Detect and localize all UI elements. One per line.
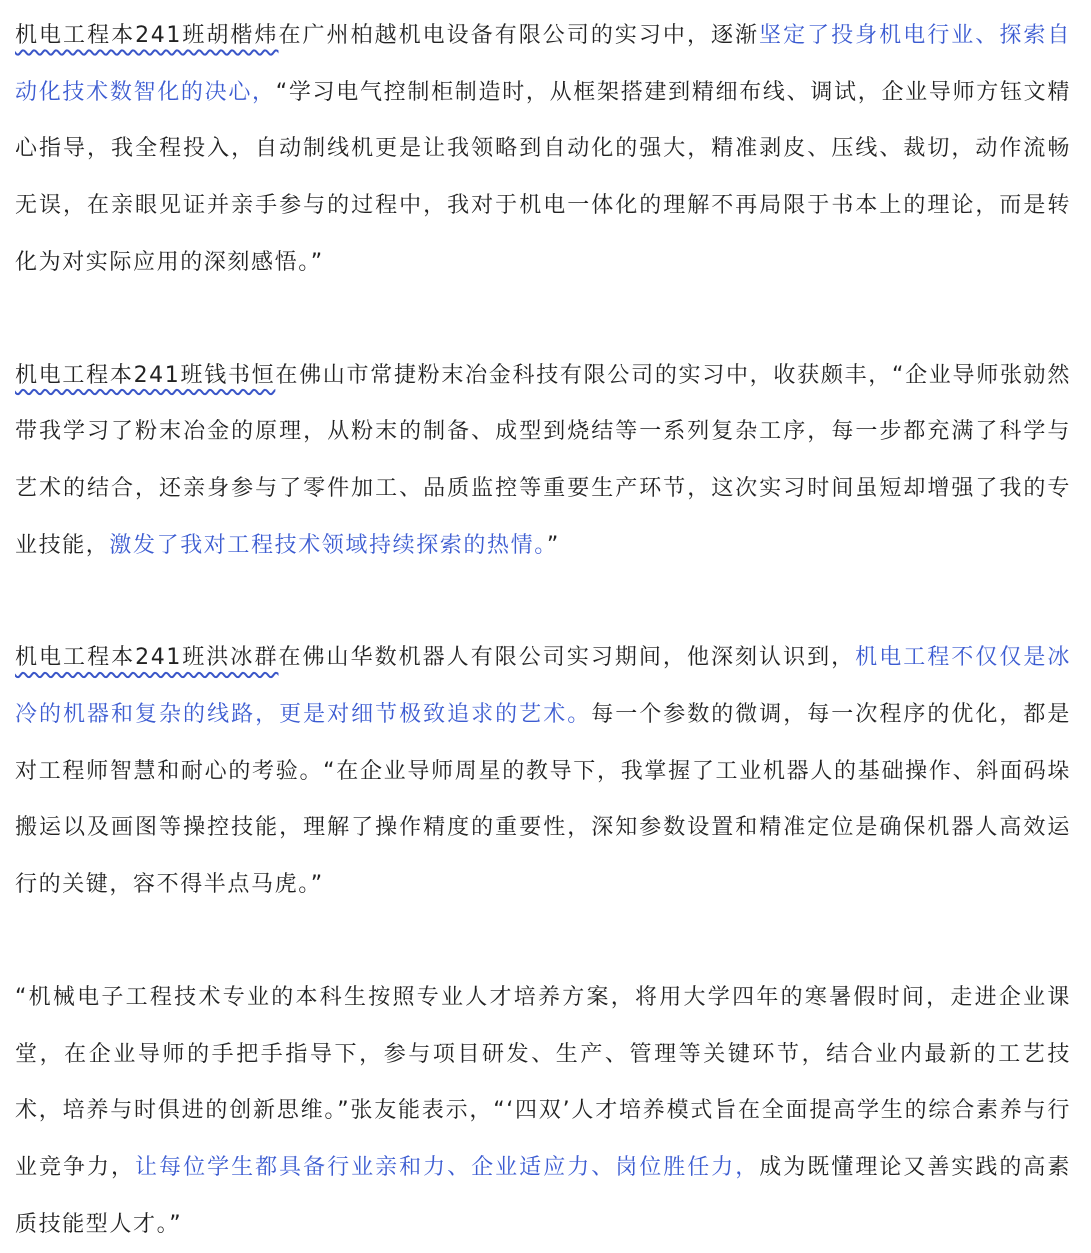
student-name-qian-shuheng: 机电工程本241班钱书恒 xyxy=(15,362,276,388)
student-name-hong-bingqun: 机电工程本241班洪冰群 xyxy=(15,645,279,671)
paragraph-text: 每一个参数的微调，每一次程序的优化，都是对工程师智慧和耐心的考验。“在企业导师周星的教导下，我掌握了工业机器人的基础操作、斜面码垛搬运以及画图等操控技能，理解了操作精度的重要性，深知参数设置和精准定位是确保机器人高效运行的关键，容不得半点马虎。” xyxy=(15,702,1071,898)
paragraph-text: “学习电气控制柜制造时，从框架搭建到精细布线、调试，企业导师方钰文精心指导，我全程投入，自动制线机更是让我领略到自动化的强大，精准剥皮、压线、裁切，动作流畅无误，在亲眼见证并亲手参与的过程中，我对于机电一体化的理解不再局限于书本上的理论，而是转化为对实际应用的深刻感悟。” xyxy=(15,79,1071,275)
student-name-hu-kaiwei: 机电工程本241班胡楷炜 xyxy=(15,23,279,48)
paragraph-text: ” xyxy=(546,532,560,558)
highlight-text: 让每位学生都具备行业亲和力、企业适应力、岗位胜任力， xyxy=(135,1154,760,1180)
paragraph-text: 在佛山华数机器人有限公司实习期间，他深刻认识到， xyxy=(278,645,856,671)
paragraph-program-summary xyxy=(15,970,1071,1253)
paragraph-text: 在佛山市常捷粉末冶金科技有限公司的实习中，收获颇丰，“企业导师张勍然带我学习了粉末冶金的原理，从粉末的制备、成型到烧结等一系列复杂工序，每一步都充满了科学与艺术的结合，还亲身参与了零件加工、品质监控等重要生产环节，这次实习时间虽短却增强了我的专业技能， xyxy=(15,362,1071,558)
paragraph-hong-bingqun xyxy=(15,630,1071,914)
highlight-text: 机电工程不仅仅是冰冷的机器和复杂的线路，更是对细节极致追求的艺术。 xyxy=(15,645,1071,728)
highlight-text: 激发了我对工程技术领域持续探索的热情。 xyxy=(109,532,547,558)
paragraph-qian-shuheng xyxy=(15,348,1071,575)
highlight-text: 坚定了投身机电行业、探索自动化技术数智化的决心， xyxy=(15,23,1071,105)
article-body xyxy=(15,8,1071,1253)
paragraph-text: 在广州柏越机电设备有限公司的实习中，逐渐 xyxy=(278,23,760,48)
paragraph-text: “机械电子工程技术专业的本科生按照专业人才培养方案，将用大学四年的寒暑假时间，走进企业课堂，在企业导师的手把手指导下，参与项目研发、生产、管理等关键环节，结合业内最新的工艺技术，培养与时俱进的创新思维。”张友能表示，“‘四双’人才培养模式旨在全面提高学生的综合素养与行业竞争力， xyxy=(15,984,1071,1180)
paragraph-text: 成为既懂理论又善实践的高素质技能型人才。” xyxy=(15,1154,1071,1237)
paragraph-hu-kaiwei xyxy=(15,8,1071,292)
